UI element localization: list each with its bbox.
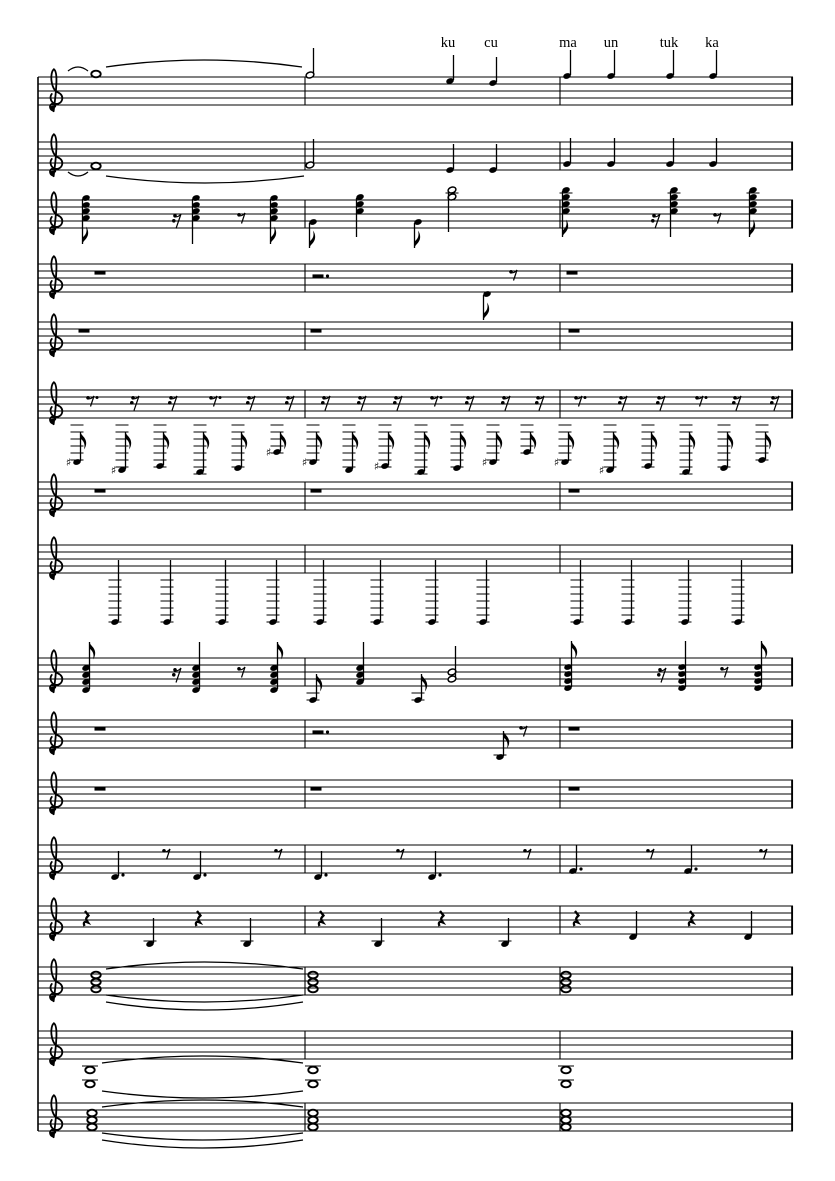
whole-rest xyxy=(95,727,106,731)
whole-rest xyxy=(95,489,106,493)
sharp-icon: ♯ xyxy=(265,445,272,459)
lyric-syllable: ma xyxy=(559,35,577,51)
half-rest xyxy=(313,730,324,734)
lyric-syllable: ku xyxy=(440,35,456,51)
whole-rest xyxy=(569,727,580,731)
lyric-syllable: tuk xyxy=(659,35,679,51)
half-rest xyxy=(313,274,324,278)
sharp-icon: ♯ xyxy=(110,463,117,477)
sharp-icon: ♯ xyxy=(65,455,72,469)
whole-rest xyxy=(569,489,580,493)
sharp-icon: ♯ xyxy=(481,455,488,469)
whole-rest xyxy=(569,787,580,791)
lyric-syllable: cu xyxy=(484,35,498,51)
sharp-icon: ♯ xyxy=(553,455,560,469)
whole-rest xyxy=(567,271,578,275)
whole-rest xyxy=(95,271,106,275)
whole-rest xyxy=(311,787,322,791)
sharp-icon: ♯ xyxy=(301,455,308,469)
whole-rest xyxy=(95,787,106,791)
whole-rest xyxy=(311,329,322,333)
sharp-icon: ♯ xyxy=(373,459,380,473)
lyric-syllable: ka xyxy=(705,35,719,51)
whole-rest xyxy=(569,329,580,333)
sharp-icon: ♯ xyxy=(598,463,605,477)
whole-rest xyxy=(79,329,90,333)
lyric-syllable: un xyxy=(603,35,619,51)
whole-rest xyxy=(311,489,322,493)
